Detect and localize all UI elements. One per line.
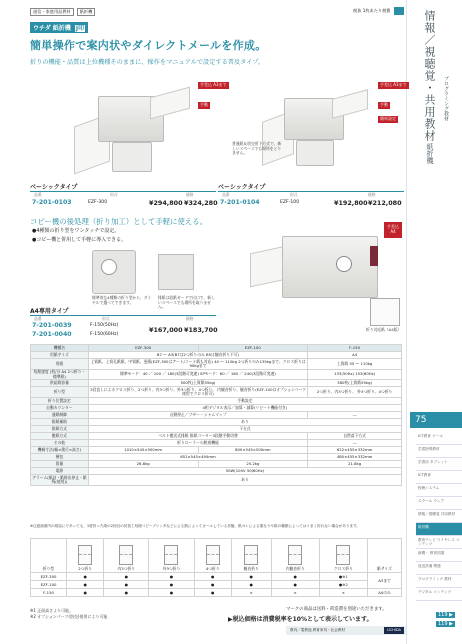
sidebar-item[interactable]: ICT教育 xyxy=(416,471,462,484)
a4-badge: 手差込 A4 xyxy=(384,222,402,238)
spec-label: 機械寸法(幅×奥行×高さ) xyxy=(31,447,89,454)
dial-closeup-image xyxy=(92,250,136,294)
fold-mark: ● xyxy=(194,581,231,589)
type-label: ベーシックタイプ xyxy=(218,184,266,191)
spec-cell: ベルト搬送式排紙 排紙コーター3段階手動切替 xyxy=(88,433,307,440)
spec-label: 排紙補助 xyxy=(31,419,89,426)
fold-cross-icon xyxy=(336,545,350,565)
spec-cell: あり xyxy=(88,419,401,426)
fold-type-cell xyxy=(271,539,319,573)
bookmark-icon xyxy=(394,7,404,15)
spec-row xyxy=(31,454,402,461)
sidebar-title: 情報／視聴覚・共用教材 xyxy=(423,10,436,142)
spec-header-cell: EZF-100 xyxy=(198,345,308,352)
price-incl-tax: ¥212,080 xyxy=(368,199,402,207)
brand-badge: J印 xyxy=(75,25,85,32)
spec-cell: 4桁デジタル表示／加算・減算(リピート機能付き) xyxy=(88,405,401,412)
spec-cell: 標準モード：40 ／ 100 ／ 180(3段階可変速) SPモード：60 ／ 160 ／ 240(3段階可変速) xyxy=(88,369,307,380)
spec-header-row xyxy=(31,345,402,352)
sidebar-footer-link[interactable]: 119 ▶ xyxy=(438,621,453,627)
fold-mark: ●※1 xyxy=(319,573,367,581)
machine-body xyxy=(282,236,378,298)
model-header: 形式 xyxy=(102,316,110,321)
model-header: 形式 xyxy=(290,192,298,197)
spec-row xyxy=(31,369,402,380)
fold-table xyxy=(30,538,402,597)
fold-type-label: 内3つ折り xyxy=(117,565,136,571)
exit-closeup-image xyxy=(158,254,194,290)
fold-mark: ● xyxy=(104,589,149,597)
price-excl-tax: ¥294,800 xyxy=(149,199,183,207)
spec-cell: 2つ折り、内3つ折り、 外3つ折り、4つ折り xyxy=(308,387,402,398)
sidebar-item[interactable]: 学習用 タブレット xyxy=(416,458,462,471)
fold-note: ※1 正面高さより可能。 xyxy=(30,608,74,613)
mark-note: マークの商品は送料・荷造費を別途いただきます。 xyxy=(286,607,387,612)
product-code[interactable]: 7-201-0104 xyxy=(220,199,260,206)
type-label: ベーシックタイプ xyxy=(30,184,78,191)
fold-type-label: クロス折り xyxy=(333,565,353,571)
top-right-note: 税抜 1枚あたり税費 xyxy=(353,8,391,13)
fold-mark: ● xyxy=(149,589,194,597)
breadcrumb-item[interactable]: 紙折機 xyxy=(77,8,96,16)
fold-row xyxy=(31,573,402,581)
dial-icon xyxy=(101,259,117,275)
type-label: A4専用タイプ xyxy=(30,308,69,315)
code-header: 品番 xyxy=(34,192,42,197)
spec-cell: 26.8kg xyxy=(88,461,198,468)
fold-mark: ● xyxy=(231,581,271,589)
a4-bullet: ●4種類の折り型をワンタッチで設定。 xyxy=(32,228,120,234)
tray-shape xyxy=(150,87,190,120)
spec-cell: 2回直しによるクロス折り、2つ折り、内3つ折り、外3つ折り、4つ折り、 内観音折り、観音折り(EZF-100はオプションパーツ使用でクロス折可) xyxy=(90,386,306,397)
spec-label: 排紙方式 xyxy=(31,426,89,433)
brand-title-text: ウチダ 紙折機 xyxy=(33,25,71,32)
side-panel xyxy=(370,246,378,266)
spec-cell: 25.2kg xyxy=(198,461,308,468)
a4-lead: コピー機の後処理（折り加工）として手軽に使える。 xyxy=(30,217,208,226)
fold-mark: ● xyxy=(271,581,319,589)
fold-model: F-150 xyxy=(31,589,67,597)
fold-outer-3-icon xyxy=(164,545,178,565)
spec-row xyxy=(31,475,402,486)
spec-cell: 折りローラーの脱着機能 xyxy=(88,440,307,447)
fold-mark: ● xyxy=(104,573,149,581)
spec-label: 用紙サイズ xyxy=(31,352,89,359)
spec-table xyxy=(30,344,402,486)
fold-model: EZF-300 xyxy=(31,573,67,581)
spec-header-cell: 機種名 xyxy=(31,345,89,352)
page-subheading: 折りの機能・品質は上位機種そのままに、操作をマニュアルで設定する普及タイプ。 xyxy=(30,59,265,66)
spec-cell: 50W(100V 50/60Hz) xyxy=(88,468,401,475)
spec-cell: ― xyxy=(308,440,402,447)
spec-cell: A4 xyxy=(308,352,402,359)
product-model: EZF-100 xyxy=(280,200,300,205)
spec-row xyxy=(31,440,402,447)
spec-label: 自動カウンター xyxy=(31,405,89,412)
footer-bar: 教具／電教他 教育家具・社会教材 xyxy=(286,626,406,635)
spec-cell: 上質紙、上質孔紙紙、中質紙、更紙(EZF-300はアート/コート紙も対応) 40 ～ 110kg 2つ折りのみ135kgまで、クロス折りは90kgまで xyxy=(88,359,307,370)
price-incl-tax: ¥183,700 xyxy=(184,326,218,334)
feature-tag: 手動 xyxy=(200,102,208,107)
sidebar-nav xyxy=(416,432,462,601)
spec-cell: 652×545×494mm xyxy=(88,454,307,461)
sidebar-item[interactable]: デジタル コンテンツ xyxy=(416,588,462,601)
feature-tag: 手差込 A3まで xyxy=(200,82,227,87)
machine-stand xyxy=(296,140,334,166)
model-header: 形式 xyxy=(110,192,118,197)
code-header: 品番 xyxy=(34,316,42,321)
size-header: 紙サイズ xyxy=(368,539,402,573)
fold-mark: ● xyxy=(194,573,231,581)
fold-gate-icon xyxy=(244,545,258,565)
price-header: 価格 xyxy=(368,192,376,197)
spec-cell: B7 ～ A3(B7は2つ折りのみ B5は観音折り不可) xyxy=(88,352,307,359)
spec-cell: 622×455×332mm xyxy=(308,447,402,454)
paper-icon xyxy=(370,298,400,326)
spec-cell: ― xyxy=(308,412,402,419)
sidebar-item[interactable]: スクール ウェア xyxy=(416,497,462,510)
fold-mark: ● xyxy=(67,573,104,581)
fold-2-icon xyxy=(78,545,92,565)
sidebar-subtitle: プログラミング教材 xyxy=(443,76,449,121)
fold-mark: ● xyxy=(104,581,149,589)
breadcrumb-item[interactable]: 通信・家庭用品教材 xyxy=(30,8,74,16)
product-code[interactable]: 7-201-0103 xyxy=(32,199,72,206)
fold-type-label: 観音折り xyxy=(243,565,259,571)
machine-stand xyxy=(112,142,152,172)
fold-mark: ● xyxy=(149,581,194,589)
page-number: 75 xyxy=(410,412,462,428)
spec-row xyxy=(31,468,402,475)
dial-icon xyxy=(336,256,352,272)
fold-row xyxy=(31,589,402,597)
feature-tag: 手差込 A3まで xyxy=(380,82,407,87)
code-header: 品番 xyxy=(222,192,230,197)
fold-type-cell xyxy=(67,539,104,573)
fold-size: A3まで xyxy=(368,573,402,589)
spec-row xyxy=(31,398,402,405)
fold-header: 折り型 xyxy=(31,539,67,573)
a4-bullet: ●コピー機と併用して手軽に導入できる。 xyxy=(32,237,127,243)
price-incl-tax: ¥324,280 xyxy=(184,199,218,207)
spec-cell: 自動停止／ブザー・シャムマップ xyxy=(88,412,307,419)
fold-type-label: 内観音折り xyxy=(285,565,305,571)
price-header-row xyxy=(30,315,216,322)
fold-mark: ● xyxy=(67,589,104,597)
spec-cell: 380枚(上質紙55kg) xyxy=(308,380,402,387)
price-header-row xyxy=(30,191,216,198)
fold-type-label: 外3つ折り xyxy=(162,565,181,571)
spec-cell: 21.8kg xyxy=(308,461,402,468)
sidebar-item[interactable]: 情報／視聴覚 共用教材 xyxy=(416,510,462,523)
product-caption: 普通紙＆別売用下方式で、新しいスペースでも場所をとりません。 xyxy=(232,141,282,156)
sidebar-item[interactable]: 校務システム xyxy=(416,484,462,497)
fold-type-label: 4つ折り xyxy=(205,565,220,571)
price-header: 価格 xyxy=(186,192,194,197)
fold-icon-row xyxy=(31,539,402,573)
sidebar-item[interactable]: 教育テレビ ワイヤレス コンテンツ xyxy=(416,536,462,549)
fold-4-icon xyxy=(206,545,220,565)
fold-mark: ● xyxy=(67,581,104,589)
sidebar-footer-link[interactable]: 119 ▶ xyxy=(438,612,453,618)
sidebar-category: 紙折機 xyxy=(426,143,434,164)
spec-header-cell: EZF-300 xyxy=(88,345,198,352)
fold-type-cell xyxy=(231,539,271,573)
fold-mark: ● xyxy=(271,573,319,581)
sidebar-item[interactable]: 放送設備 関連 xyxy=(416,562,462,575)
fold-model: EZF-100 xyxy=(31,581,67,589)
tray-shape xyxy=(332,89,368,119)
spec-cell: 下方式 xyxy=(88,426,401,433)
spec-row xyxy=(31,447,402,454)
fold-mark: × xyxy=(231,589,271,597)
spec-label: 搬紙方式 xyxy=(31,433,89,440)
spec-cell: 800×545×500mm xyxy=(198,447,308,454)
spec-row xyxy=(31,352,402,359)
fold-type-cell xyxy=(194,539,231,573)
feature-tag: 手動 xyxy=(380,102,388,107)
fold-row xyxy=(31,581,402,589)
fold-mark: ● xyxy=(231,573,271,581)
spec-cell: 1010×545×500mm xyxy=(88,447,198,454)
fold-note: ※2 オプションパーツ(別売)使用により可能 xyxy=(30,614,108,619)
spec-label: 供給紙容量 xyxy=(31,380,89,387)
fold-type-label: 2つ折り xyxy=(78,565,93,571)
spec-row xyxy=(31,387,402,398)
spec-cell: あり xyxy=(88,475,401,486)
spec-label: 用紙 xyxy=(31,359,89,370)
sidebar-item[interactable]: プログラミング 教材 xyxy=(416,575,462,588)
caption-right: 排紙は給紙ガードで出口で、新しいスペースでも場所を取りません。 xyxy=(158,295,215,310)
spec-row xyxy=(31,419,402,426)
product-model: EZF-300 xyxy=(88,200,108,205)
spec-label: 梱包 xyxy=(31,454,89,461)
product-model: F-150(60Hz) xyxy=(90,332,119,337)
spec-row xyxy=(31,426,402,433)
product-model: F-150(50Hz) xyxy=(90,323,119,328)
fold-type-cell xyxy=(149,539,194,573)
fold-type-cell xyxy=(104,539,149,573)
sidebar-item[interactable]: 新聞・ 教育図書 xyxy=(416,549,462,562)
uchida-logo: UCHIDA xyxy=(384,627,404,634)
spec-label: 折り位置設定 xyxy=(31,398,89,405)
spec-row xyxy=(31,380,402,387)
product-code[interactable]: 7-201-0039 xyxy=(32,322,72,329)
spec-label: 質量 xyxy=(31,461,89,468)
breadcrumb xyxy=(30,8,95,16)
spec-note: ※注意画面内の紙詰にであっても、1度折った紙の2回目の折加工処理コピーブリンタなどによる熱によってカールしている状態、紙ヨレによる重なりや紙の種類によってはうまく折れない場合があります。 xyxy=(30,524,361,528)
paper-caption: 折り対応紙（A4版） xyxy=(366,327,402,332)
sidebar-item[interactable]: ICT教育 ツール xyxy=(416,432,462,445)
fold-mark: × xyxy=(271,589,319,597)
spec-label: その他 xyxy=(31,440,89,447)
spec-header-cell: F-150 xyxy=(308,345,402,352)
price-excl-tax: ¥167,000 xyxy=(149,326,183,334)
spec-cell: 500枚(上質紙55kg) xyxy=(88,380,307,387)
fold-mark: ● xyxy=(194,589,231,597)
spec-cell: 手動設定 xyxy=(88,398,401,405)
fold-mark: ●※2 xyxy=(319,581,367,589)
spec-row xyxy=(31,405,402,412)
fold-inner-gate-icon xyxy=(288,545,302,565)
feature-tag: 簡単設定 xyxy=(380,116,396,121)
spec-row xyxy=(31,412,402,419)
spec-label: 電源 xyxy=(31,468,89,475)
tax-note: ▶税込価格は消費税率を10%として表示しています。 xyxy=(228,616,373,623)
spec-label: アラーム(紙詰・紙排出停止・紙残(使用)) xyxy=(32,474,87,485)
caption-left: 標準的な4種類の折り型から、ダイヤルで選べてできます。 xyxy=(92,295,152,305)
spec-cell: 自然落下方式 xyxy=(308,433,402,440)
fold-size: A4のみ xyxy=(368,589,402,597)
fold-mark: × xyxy=(319,589,367,597)
price-header-row xyxy=(218,191,404,198)
spec-cell: 上質紙 55 ～ 110kg xyxy=(308,359,402,370)
product-code[interactable]: 7-201-0040 xyxy=(32,331,72,338)
price-header: 価格 xyxy=(186,316,194,321)
spec-cell: 133(50Hz) 153(60Hz) xyxy=(308,369,402,380)
spec-row xyxy=(31,461,402,468)
fold-type-cell xyxy=(319,539,367,573)
fold-inner-3-icon xyxy=(119,545,133,565)
sidebar-item-active[interactable]: 紙折機 xyxy=(416,523,462,536)
spec-cell: 480×455×332mm xyxy=(308,454,402,461)
spec-row xyxy=(31,433,402,440)
spec-row xyxy=(31,359,402,370)
sidebar-item[interactable]: 学習指導教材 xyxy=(416,445,462,458)
page-heading: 簡単操作で案内状やダイレクトメールを作成。 xyxy=(30,39,267,52)
spec-label: 通紙制御 xyxy=(31,412,89,419)
spec-label: 処理速度 (枚/分 A4 2つ折り・標準紙) xyxy=(31,369,89,380)
price-excl-tax: ¥192,800 xyxy=(334,199,368,207)
fold-mark: ● xyxy=(149,573,194,581)
spec-label: 折り型 xyxy=(31,387,89,398)
brand-title xyxy=(30,22,88,33)
